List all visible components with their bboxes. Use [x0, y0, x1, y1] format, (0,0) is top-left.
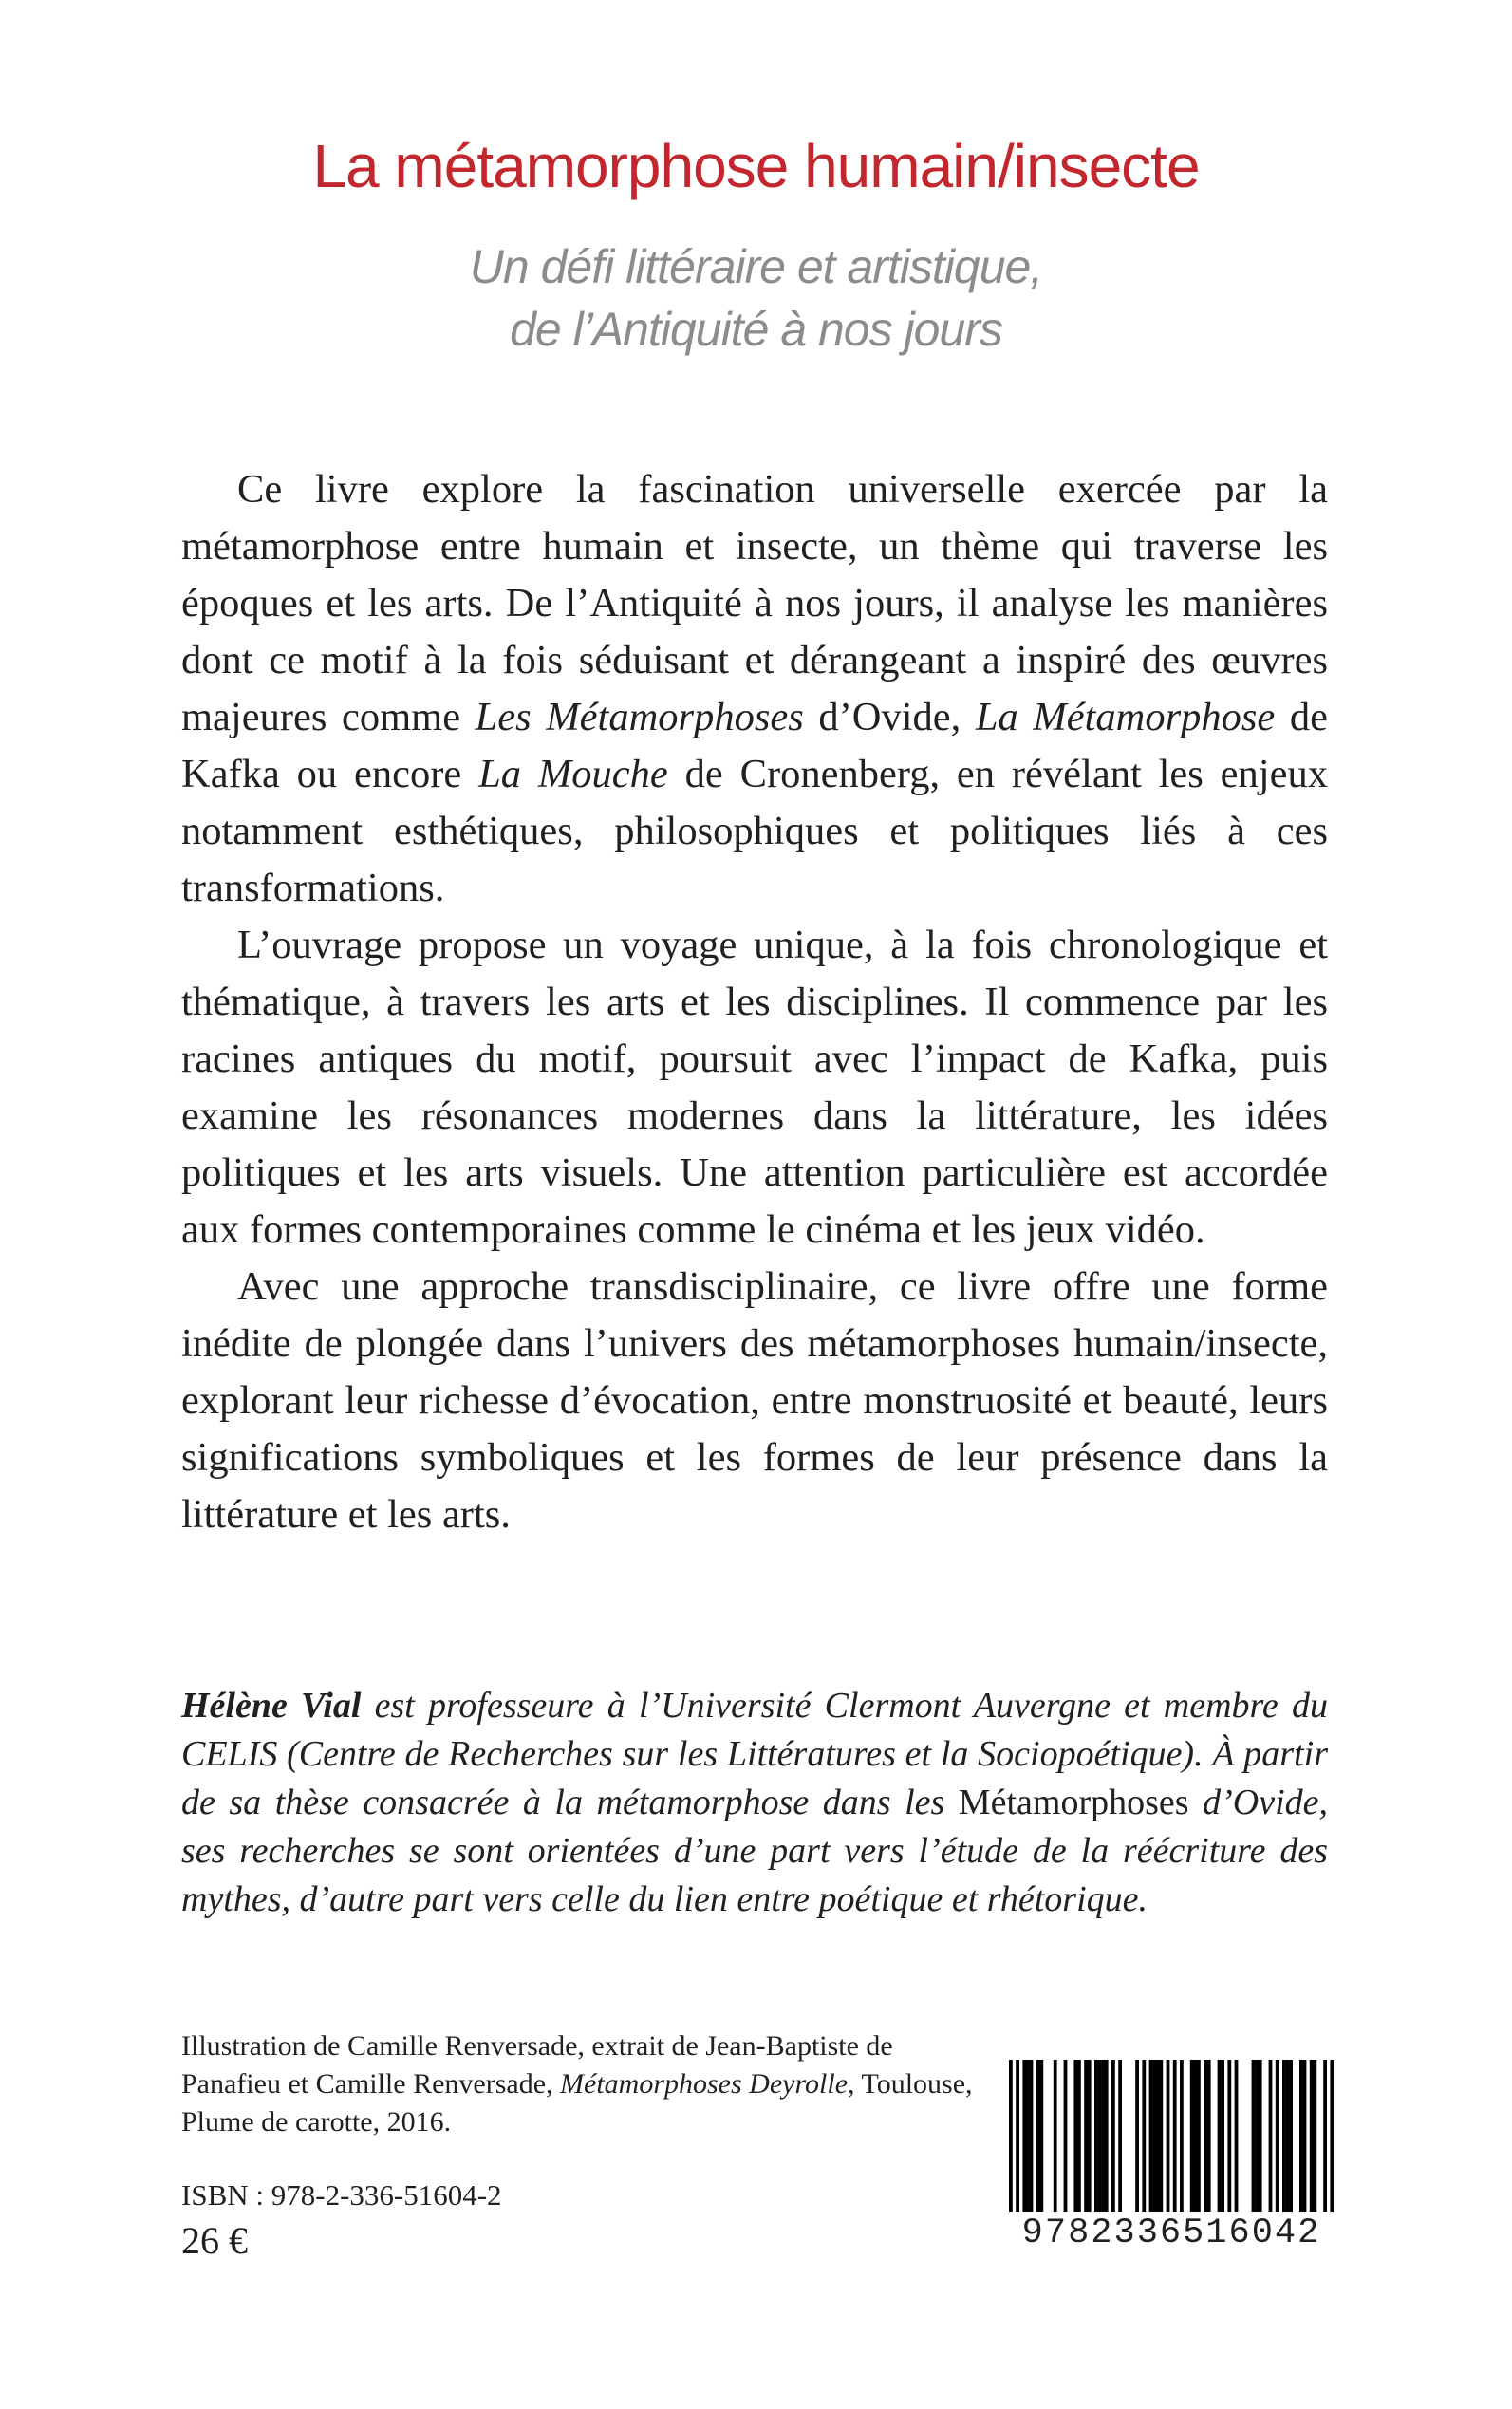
- credit-text: Illustration de Camille Renversade, extrait de Jean-Baptiste de Panafieu et Camille Renversade,: [181, 2030, 893, 2100]
- barcode-bar: [1193, 2060, 1197, 2212]
- barcode-bar: [1094, 2060, 1098, 2212]
- barcode-bar: [1152, 2060, 1156, 2212]
- barcode-bar: [1156, 2060, 1160, 2212]
- blurb-paragraph-3: Avec une approche transdisciplinaire, ce livre offre une forme inédite de plongée dans l’univers des métamorphoses humain/insecte, explorant leur richesse d’évocation, entre monstruosité et beauté, leurs significations symboliques et les formes de leur présence dans la littérature et les arts.: [181, 1264, 1328, 1537]
- barcode-bar: [1276, 2060, 1279, 2212]
- barcode-bar: [1299, 2060, 1303, 2212]
- barcode-bar: [1142, 2060, 1146, 2212]
- blurb-text: d’Ovide,: [803, 695, 976, 739]
- isbn: ISBN : 978-2-336-51604-2: [181, 2178, 502, 2212]
- bio-text: d’Ovide, ses recherches se sont orientées d’une part vers l’étude de la réécriture des mythes, d’autre part vers celle du lien entre poétique et rhétorique.: [181, 1783, 1328, 1919]
- barcode-bar: [1030, 2060, 1034, 2212]
- barcode-bar: [1036, 2060, 1040, 2212]
- barcode-bar: [1289, 2060, 1293, 2212]
- book-title: La métamorphose humain/insecte: [312, 132, 1200, 200]
- barcode-bar: [1039, 2060, 1043, 2212]
- barcode-bar: [1310, 2060, 1314, 2212]
- barcode-bar: [1207, 2060, 1211, 2212]
- blurb-paragraph-2: L’ouvrage propose un voyage unique, à la fois chronologique et thématique, à travers les arts et les disciplines. Il commence par les racines antiques du motif, poursuit avec l’impact de Kafka, puis examine les résonances modernes dans la littérature, les idées politiques et les arts visuels. Une attention particulière est accordée aux formes contemporaines comme le cinéma et les jeux vidéo.: [181, 923, 1328, 1252]
- bio-work-title: Métamorphoses: [958, 1783, 1189, 1822]
- barcode-bar: [1282, 2060, 1286, 2212]
- subtitle-line-1: Un défi littéraire et artistique,: [469, 240, 1043, 293]
- barcode-bar: [1135, 2060, 1139, 2212]
- barcode-digits: 9782336516042: [1021, 2213, 1321, 2253]
- barcode-bar: [1221, 2060, 1224, 2212]
- barcode-bars: [1009, 2060, 1334, 2212]
- work-title-kafka: La Métamorphose: [975, 695, 1276, 739]
- barcode-bar: [1105, 2060, 1109, 2212]
- barcode-bar: [1022, 2060, 1026, 2212]
- work-title-ovide: Les Métamorphoses: [475, 695, 804, 739]
- barcode-bar: [1303, 2060, 1307, 2212]
- barcode-bar: [1118, 2060, 1122, 2212]
- blurb-text: Ce livre explore la fascination universelle exercée par la métamorphose entre humain et insecte, un thème qui traverse les époques et les arts. De l’Antiquité à nos jours, il analyse les manières dont ce motif à la fois séduisant et dérangeant a inspiré des œuvres majeures comme: [181, 467, 1328, 739]
- barcode-bar: [1330, 2060, 1334, 2212]
- bio-text: est professeure à l’Université Clermont Auvergne et membre du CELIS (Centre de Recherches sur les Littératures et la Sociopoétique). À partir de sa thèse consacrée à la métamorphose dans les: [181, 1686, 1328, 1822]
- barcode-bar: [1227, 2060, 1231, 2212]
- barcode-bar: [1252, 2060, 1256, 2212]
- barcode-bar: [1088, 2060, 1092, 2212]
- barcode-bar: [1167, 2060, 1170, 2212]
- barcode-bar: [1204, 2060, 1207, 2212]
- price: 26 €: [181, 2219, 248, 2262]
- barcode-bar: [1259, 2060, 1262, 2212]
- blurb-paragraph-1: [181, 461, 1328, 917]
- barcode-bar: [1235, 2060, 1239, 2212]
- barcode-bar: [1149, 2060, 1153, 2212]
- barcode-bar: [1101, 2060, 1105, 2212]
- barcode-bar: [1098, 2060, 1102, 2212]
- author-bio: [181, 1682, 1328, 1924]
- barcode-bar: [1054, 2060, 1057, 2212]
- barcode-bar: [1064, 2060, 1068, 2212]
- barcode-bar: [1218, 2060, 1222, 2212]
- barcode-bar: [1286, 2060, 1290, 2212]
- credit-work-title: Métamorphoses Deyrolle: [560, 2068, 849, 2100]
- barcode-bar: [1077, 2060, 1081, 2212]
- barcode-bar: [1073, 2060, 1077, 2212]
- barcode-bar: [1323, 2060, 1327, 2212]
- barcode-bar: [1313, 2060, 1316, 2212]
- barcode-bar: [1255, 2060, 1259, 2212]
- barcode-bar: [1026, 2060, 1030, 2212]
- barcode-bar: [1269, 2060, 1273, 2212]
- work-title-cronenberg: La Mouche: [478, 752, 668, 796]
- barcode-bar: [1173, 2060, 1177, 2212]
- barcode-bar: [1084, 2060, 1088, 2212]
- blurb-text: de Cronenberg, en révélant les enjeux notamment esthétiques, philosophiques et politiques liés à ces transformations.: [181, 752, 1328, 910]
- subtitle-line-2: de l’Antiquité à nos jours: [510, 303, 1002, 356]
- barcode-bar: [1111, 2060, 1115, 2212]
- credit-text: , Toulouse, Plume de carotte, 2016.: [181, 2068, 973, 2138]
- author-name: Hélène Vial: [181, 1686, 362, 1726]
- barcode-bar: [1180, 2060, 1184, 2212]
- barcode-bar: [1197, 2060, 1201, 2212]
- blurb-text: de Kafka ou encore: [181, 695, 1328, 796]
- barcode-bar: [1159, 2060, 1163, 2212]
- book-subtitle: [0, 235, 1512, 361]
- barcode-bar: [1016, 2060, 1019, 2212]
- blurb: [181, 461, 1328, 1543]
- barcode-bar: [1190, 2060, 1194, 2212]
- barcode-bar: [1009, 2060, 1013, 2212]
- illustration-credit: [181, 2027, 998, 2141]
